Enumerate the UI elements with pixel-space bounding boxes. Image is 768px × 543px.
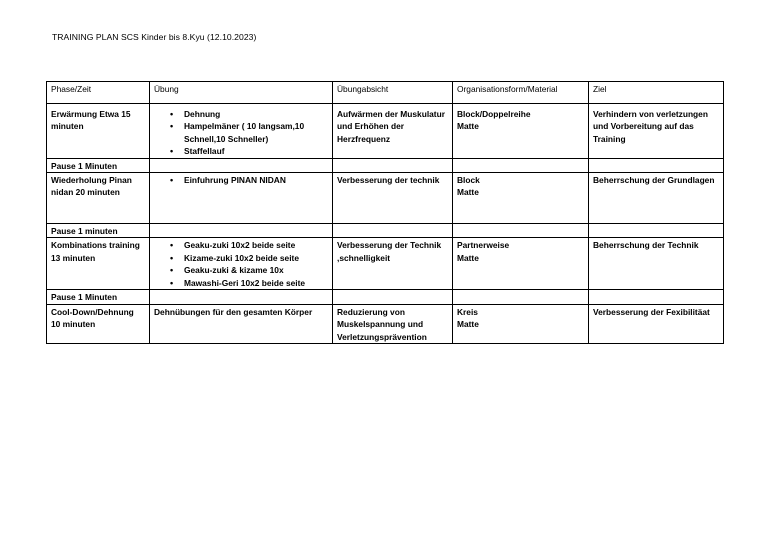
combination-exercise-item: • Mawashi-Geri 10x2 beide seite <box>184 277 328 289</box>
table-row-pause-3 <box>47 290 724 304</box>
header-exercise: Übung <box>150 82 333 104</box>
header-organisation: Organisationsform/Material <box>453 82 589 104</box>
cooldown-goal: Verbesserung der Fexibilitäat <box>589 304 724 343</box>
repetition-exercise-item: • Einfuhrung PINAN NIDAN <box>184 174 328 186</box>
warmup-phase: Erwärmung Etwa 15 minuten <box>47 104 150 159</box>
cooldown-org-line: Kreis <box>457 306 478 317</box>
cooldown-exercise: Dehnübungen für den gesamten Körper <box>150 304 333 343</box>
combination-org-line: Partnerweise <box>457 240 510 251</box>
cooldown-org-line: Matte <box>457 319 479 330</box>
combination-exercise-item: • Geaku-zuki & kizame 10x <box>184 264 328 276</box>
document-title: TRAINING PLAN SCS Kinder bis 8.Kyu (12.10.2023) <box>52 32 257 42</box>
combination-intent: Verbesserung der Technik ,schnelligkeit <box>333 238 453 290</box>
table-header-row <box>47 82 724 104</box>
table-row-combination <box>47 238 724 290</box>
combination-org-line: Matte <box>457 252 479 263</box>
pause-3-label: Pause 1 Minuten <box>47 290 150 304</box>
warmup-goal: Verhindern von verletzungen und Vorbereitung auf das Training <box>589 104 724 159</box>
header-goal: Ziel <box>589 82 724 104</box>
repetition-org-line: Matte <box>457 187 479 198</box>
table-row-warmup <box>47 104 724 159</box>
repetition-org-line: Block <box>457 175 480 186</box>
warmup-exercise-item: • Staffellauf <box>184 145 328 157</box>
empty-cell <box>333 290 453 304</box>
combination-exercise-item: • Geaku-zuki 10x2 beide seite <box>184 239 328 251</box>
empty-cell <box>150 224 333 238</box>
table-row-repetition <box>47 173 724 224</box>
table-row-pause-2 <box>47 224 724 238</box>
empty-cell <box>333 224 453 238</box>
training-plan-table <box>46 81 724 344</box>
empty-cell <box>589 290 724 304</box>
table-row-cooldown <box>47 304 724 343</box>
cooldown-intent: Reduzierung von Muskelspannung und Verletzungsprävention <box>333 304 453 343</box>
empty-cell <box>453 290 589 304</box>
repetition-phase: Wiederholung Pinan nidan 20 minuten <box>47 173 150 224</box>
warmup-organisation <box>453 104 589 159</box>
pause-2-label: Pause 1 minuten <box>47 224 150 238</box>
warmup-exercises <box>150 104 333 159</box>
combination-exercise-item: • Kizame-zuki 10x2 beide seite <box>184 252 328 264</box>
combination-phase: Kombinations training 13 minuten <box>47 238 150 290</box>
repetition-exercises <box>150 173 333 224</box>
warmup-org-line: Block/Doppelreihe <box>457 109 531 119</box>
repetition-organisation <box>453 173 589 224</box>
empty-cell <box>150 290 333 304</box>
cooldown-phase: Cool-Down/Dehnung 10 minuten <box>47 304 150 343</box>
empty-cell <box>589 224 724 238</box>
combination-organisation <box>453 238 589 290</box>
empty-cell <box>453 224 589 238</box>
empty-cell <box>150 158 333 172</box>
combination-goal: Beherrschung der Technik <box>589 238 724 290</box>
warmup-org-line: Matte <box>457 121 479 132</box>
repetition-intent: Verbesserung der technik <box>333 173 453 224</box>
pause-1-label: Pause 1 Minuten <box>47 158 150 172</box>
combination-exercises <box>150 238 333 290</box>
header-phase: Phase/Zeit <box>47 82 150 104</box>
empty-cell <box>333 158 453 172</box>
warmup-intent: Aufwärmen der Muskulatur und Erhöhen der Herzfrequenz <box>333 104 453 159</box>
empty-cell <box>453 158 589 172</box>
header-intent: Übungabsicht <box>333 82 453 104</box>
warmup-exercise-item: • Dehnung <box>184 108 328 120</box>
table-row-pause-1 <box>47 158 724 172</box>
warmup-exercise-item: • Hampelmäner ( 10 langsam,10 Schnell,10 Schneller) <box>184 120 328 145</box>
repetition-goal: Beherrschung der Grundlagen <box>589 173 724 224</box>
cooldown-organisation <box>453 304 589 343</box>
empty-cell <box>589 158 724 172</box>
